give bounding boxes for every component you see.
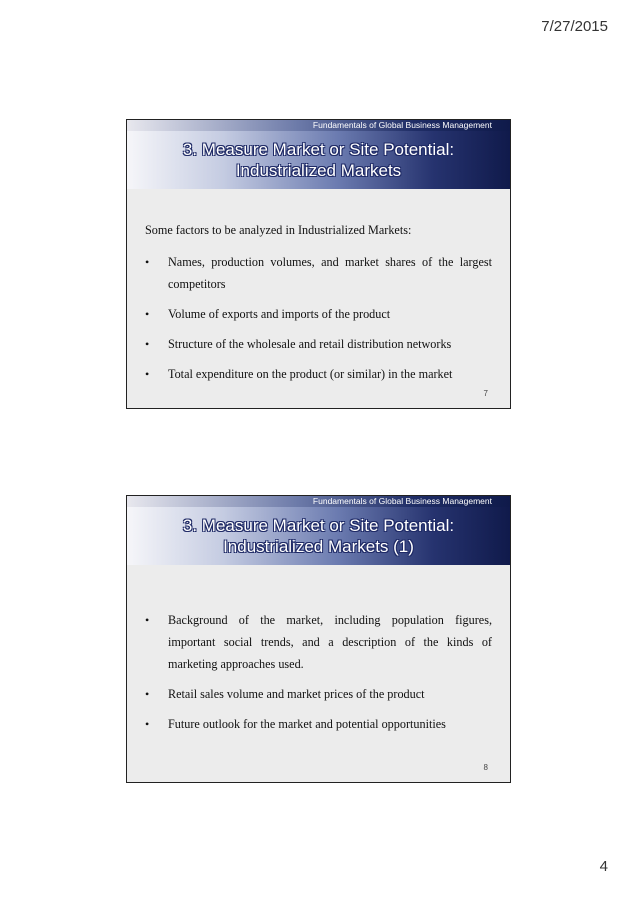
- slide-number: 7: [483, 389, 488, 398]
- bullet-icon: •: [145, 255, 150, 269]
- slide-title-line-2: Industrialized Markets (1): [223, 537, 414, 556]
- slide-brand-bar: [127, 120, 510, 131]
- bullet-item: • Total expenditure on the product (or similar) in the market: [145, 363, 492, 385]
- bullet-icon: •: [145, 307, 150, 321]
- slide-title-line-1: 3. Measure Market or Site Potential:: [182, 140, 455, 159]
- slide-title-line-2: Industrialized Markets: [235, 161, 402, 180]
- page-date: 7/27/2015: [541, 18, 608, 35]
- bullet-item: • Background of the market, including population figures, important social trends, and a description of the kinds of marketing approaches used.: [145, 609, 492, 675]
- slide-brand-bar: [127, 496, 510, 507]
- slide-8: [126, 495, 511, 783]
- bullet-item: • Volume of exports and imports of the product: [145, 303, 492, 325]
- bullet-icon: •: [145, 687, 150, 701]
- bullet-icon: •: [145, 613, 150, 627]
- bullet-icon: •: [145, 337, 150, 351]
- course-title: Fundamentals of Global Business Management: [312, 496, 492, 506]
- slide-title: [127, 507, 510, 565]
- slide-intro-text: Some factors to be analyzed in Industrialized Markets:: [145, 223, 412, 237]
- bullet-icon: •: [145, 367, 150, 381]
- page-number: 4: [599, 858, 608, 875]
- course-title: Fundamentals of Global Business Management: [312, 120, 492, 130]
- bullet-item: • Structure of the wholesale and retail distribution networks: [145, 333, 492, 355]
- bullet-list: [145, 251, 492, 385]
- slide-content: [145, 221, 492, 393]
- slide-title-line-1: 3. Measure Market or Site Potential:: [182, 516, 455, 535]
- bullet-icon: •: [145, 717, 150, 731]
- slide-7: [126, 119, 511, 409]
- bullet-item: • Future outlook for the market and potential opportunities: [145, 713, 492, 735]
- slide-number: 8: [483, 763, 488, 772]
- bullet-item: • Retail sales volume and market prices of the product: [145, 683, 492, 705]
- slide-title: [127, 131, 510, 189]
- bullet-item: • Names, production volumes, and market shares of the largest competitors: [145, 251, 492, 295]
- slide-content: [145, 609, 492, 743]
- bullet-list: [145, 609, 492, 735]
